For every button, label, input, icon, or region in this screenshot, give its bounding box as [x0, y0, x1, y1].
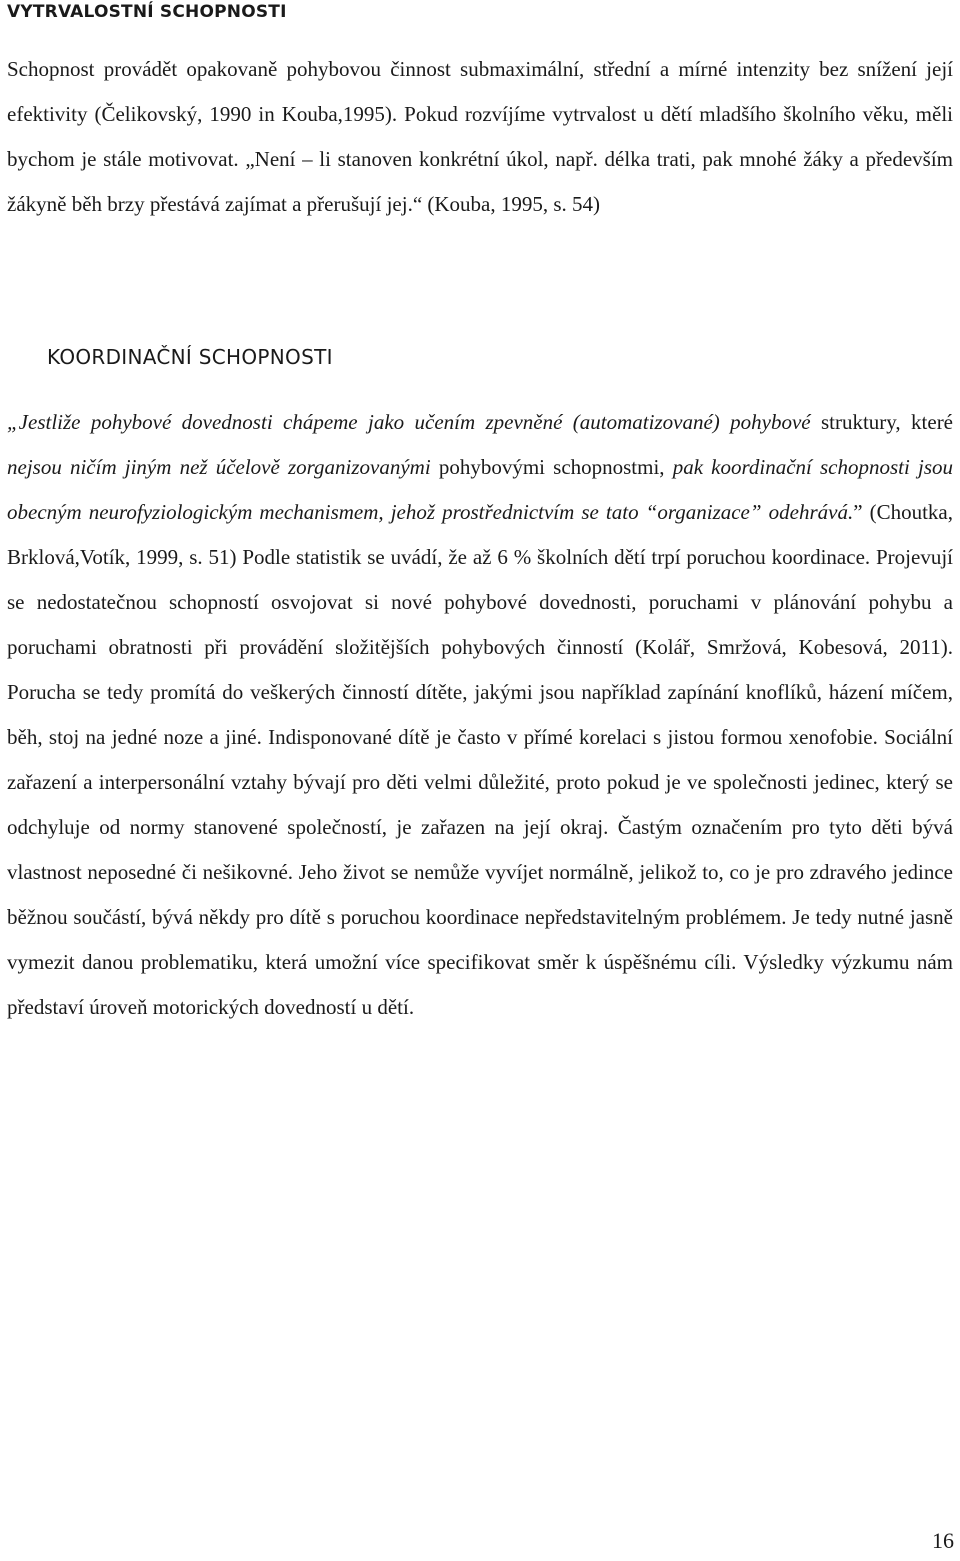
paragraph-coordination — [7, 400, 953, 1030]
section-heading-coordination: KOORDINAČNÍ SCHOPNOSTI — [47, 345, 333, 369]
paragraph-endurance: Schopnost provádět opakovaně pohybovou činnost submaximální, střední a mírné intenzity bez snížení její efektivity (Čelikovský, 1990 in Kouba,1995). Pokud rozvíjíme vytrvalost u dětí mladšího školního věku, měli bychom je stále motivovat. „Není – li stanoven konkrétní úkol, např. délka trati, pak mnohé žáky a především žákyně běh brzy přestává zajímat a přerušují jej.“ (Kouba, 1995, s. 54) — [7, 57, 953, 216]
quote-plain-1: struktury, které — [810, 410, 954, 434]
citation: ” (Choutka, Brklová,Votík, 1999, s. 51) — [7, 500, 953, 569]
section-heading-endurance: VYTRVALOSTNÍ SCHOPNOSTI — [7, 2, 287, 22]
page-number: 16 — [932, 1528, 954, 1553]
quote-italic-2: nejsou ničím jiným než účelově zorganizovanými — [7, 455, 431, 479]
quote-italic-1: „Jestliže pohybové dovednosti chápeme jako učením zpevněné (automatizované) pohybové — [7, 410, 811, 434]
quote-plain-2: pohybovými schopnostmi, — [430, 455, 673, 479]
paragraph-coordination-rest: Podle statistik se uvádí, že až 6 % školních dětí trpí poruchou koordinace. Projevují se nedostatečnou schopností osvojovat si nové pohybové dovednosti, poruchami v plánování pohybu a poruchami obratnosti při provádění složitějších pohybových činností (Kolář, Smržová, Kobesová, 2011). Porucha se tedy promítá do veškerých činností dítěte, jakými jsou například zapínání knoflíků, házení míčem, běh, stoj na jedné noze a jiné. Indisponované dítě je často v přímé korelaci s jistou formou xenofobie. Sociální zařazení a interpersonální vztahy bývají pro děti velmi důležité, proto pokud je ve společnosti jedinec, který se odchyluje od normy stanovené společností, je zařazen na její okraj. Častým označením pro tyto děti bývá vlastnost neposedné či nešikovné. Jeho život se nemůže vyvíjet normálně, jelikož to, co je pro zdravého jedince běžnou součástí, bývá někdy pro dítě s poruchou koordinace nepředstavitelným problémem. Je tedy nutné jasně vymezit danou problematiku, která umožní více specifikovat směr k úspěšnému cíli. Výsledky výzkumu nám představí úroveň motorických dovedností u dětí. — [7, 545, 953, 1019]
quote-italic-3: pak koordinační schopnosti jsou obecným neurofyziologickým mechanismem, jehož prostřednictvím se tato “organizace” odehrává. — [7, 455, 953, 524]
